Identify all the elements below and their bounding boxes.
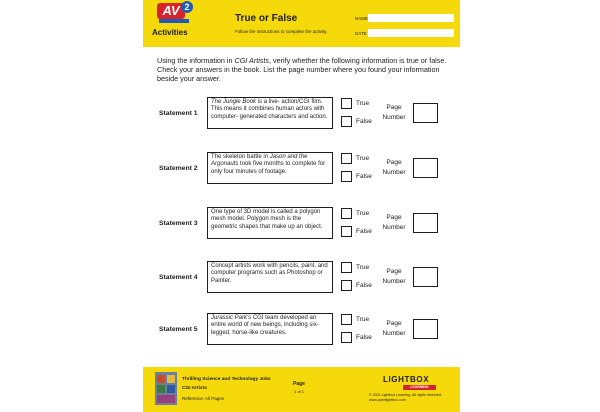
statement-3-true-checkbox[interactable] [341,208,352,219]
statement-2-text [207,152,333,184]
activities-label: Activities [152,28,188,37]
instructions-text-post: , verify whether the following information is true or false. Check your answers in the book. List the page number where you found your information beside your answer. [157,56,447,84]
statement-5-false-checkbox[interactable] [341,332,352,343]
statement-5-true-label: True [356,316,370,323]
statement-2-false-checkbox[interactable] [341,171,352,182]
statement-1-page-input[interactable] [413,103,438,123]
statement-1-page-label [380,103,408,123]
statement-4-false-label: False [356,282,372,289]
reference-text: Reference: All Pages [182,396,225,401]
instructions-text-pre: Using the information in [157,56,235,65]
statement-3-false-label: False [356,228,372,235]
statement-5-true-checkbox[interactable] [341,314,352,325]
statement-5-text [207,313,333,345]
statement-3-label: Statement 3 [159,220,198,227]
statement-4-text: Concept artists work with pencils, paint, and computer programs such as Photoshop or Painter. [207,261,333,293]
statement-2-pre: The skeleton battle in [211,154,270,160]
page-label-line2: Number [382,330,406,337]
page-title: True or False [235,13,298,24]
statement-1-text [207,97,333,129]
page-label-line2: Number [382,114,406,121]
copyright-text [369,393,442,403]
statement-5-label: Statement 5 [159,326,198,333]
instructions [157,56,449,84]
statement-3-page-input[interactable] [413,213,438,233]
page-number: 1 of 1 [293,389,304,394]
page-subtitle: Follow the instructions to complete the activity. [235,29,328,34]
statement-3-true-label: True [356,210,370,217]
instructions-book-title: CGI Artists [234,56,269,65]
page-label-line1: Page [386,104,402,111]
statement-2-body: took five months to complete for only four minutes of footage. [211,161,326,175]
statement-4-page-input[interactable] [413,267,438,287]
logo-two-badge: 2 [181,1,193,13]
lightbox-logo [383,375,438,391]
statement-5-body: CGI team developed an entire world of new beings, including six-legged, horse-like creatures. [211,315,319,336]
statement-4-page-label [380,267,408,287]
statement-5-page-input[interactable] [413,319,438,339]
page-label-line2: Number [382,169,406,176]
book-title: CGI Artists [182,386,207,391]
statement-4-true-label: True [356,264,370,271]
statement-5-false-label: False [356,334,372,341]
statement-1-italic: The Jungle Book [211,99,257,105]
statement-5-italic: Jurassic Park's [211,315,252,321]
page-label-line2: Number [382,278,406,285]
learning-tag: LEARNING [403,385,436,390]
statement-3-page-label [380,213,408,233]
name-label: NAME [355,16,369,21]
statement-2-true-label: True [356,155,370,162]
statement-3-text: One type of 3D model is called a polygon mesh model. Polygon mesh is the geometric shapes that make up an object. [207,207,333,239]
website-link[interactable]: www.openlightbox.com [369,398,406,402]
statement-4-label: Statement 4 [159,274,198,281]
statement-1-body: is a live- action/CGI film. This means it combines human actors with computer- generated characters and action. [211,99,328,120]
statement-4-false-checkbox[interactable] [341,280,352,291]
statement-1-label: Statement 1 [159,110,198,117]
statement-4-true-checkbox[interactable] [341,262,352,273]
date-field[interactable] [368,29,454,37]
header-bar [143,0,460,47]
statement-2-page-label [380,158,408,178]
statement-2-true-checkbox[interactable] [341,153,352,164]
av2-logo [157,3,193,25]
lightbox-brand: LIGHTBOX [383,375,430,384]
statement-2-page-input[interactable] [413,158,438,178]
statement-5-page-label [380,319,408,339]
name-field[interactable] [368,14,454,22]
statement-2-italic: Jason and the Argonauts [211,154,308,168]
statement-1-false-label: False [356,118,372,125]
page-label: Page [293,381,305,387]
statement-2-label: Statement 2 [159,165,198,172]
page-label-line1: Page [386,320,402,327]
series-title: Thrilling Science and Technology Jobs [182,377,271,382]
worksheet [143,0,460,412]
logo-av: AV [157,3,185,19]
statement-2-false-label: False [356,173,372,180]
statement-3-false-checkbox[interactable] [341,226,352,237]
date-label: DATE [355,31,367,36]
page-label-line1: Page [386,159,402,166]
page-label-line1: Page [386,268,402,275]
page-label-line2: Number [382,224,406,231]
page-label-line1: Page [386,214,402,221]
logo-underline [159,19,189,23]
footer-bar [143,367,460,412]
statement-1-false-checkbox[interactable] [341,116,352,127]
book-cover-thumbnail [155,372,177,405]
copyright-line: © 2021 Lightbox Learning. All rights reserved. [369,393,442,397]
statement-1-true-label: True [356,100,370,107]
statement-1-true-checkbox[interactable] [341,98,352,109]
